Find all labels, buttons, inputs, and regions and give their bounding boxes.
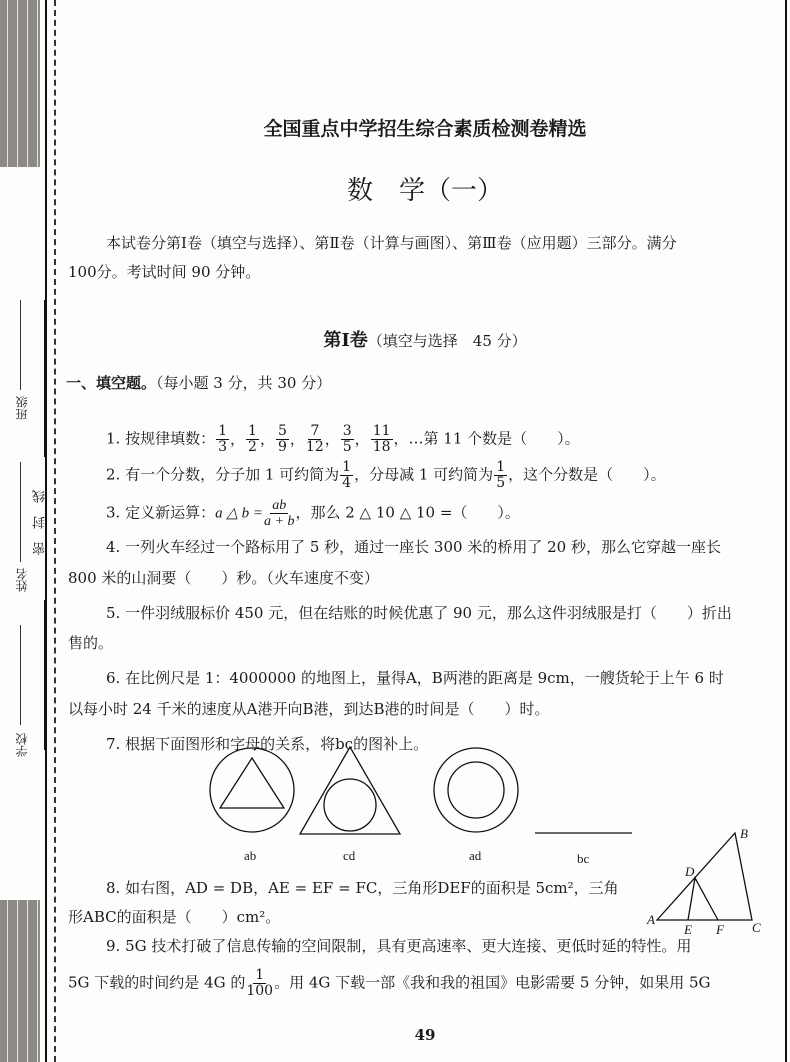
name-label: 姓名 [15, 568, 29, 592]
figure-ad [434, 748, 518, 832]
denominator: 100 [246, 983, 274, 999]
figure-label: cd [343, 848, 356, 863]
q2-text: ，分母减 1 可约简为 [354, 465, 494, 484]
question-9-line-2 [68, 968, 711, 999]
figure-label: ab [244, 848, 257, 863]
question-4-line-1: 4. 一列火车经过一个路标用了 5 秒，通过一座长 300 米的桥用了 20 秒，那么它穿越一座长 [106, 538, 721, 556]
point-d-label: D [685, 864, 695, 879]
q2-text: ，这个分数是（ ）。 [508, 465, 666, 484]
numerator: 1 [255, 967, 265, 983]
denominator: 2 [248, 439, 257, 455]
section-sub: （填空与选择 45 分） [367, 332, 527, 350]
comma: ， [354, 429, 370, 448]
denominator: 5 [342, 439, 352, 455]
figure-ab [210, 748, 294, 832]
question-6-line-1: 6. 在比例尺是 1：4000000 的地图上，量得A，B两港的距离是 9cm，一艘货轮于上午 6 时 [106, 669, 724, 687]
denominator: a + b [264, 514, 295, 529]
exam-title: 全国重点中学招生综合素质检测卷精选 [263, 118, 587, 140]
q1-suffix: ，…第 11 个数是（ ）。 [393, 429, 580, 448]
section-title: 第Ⅰ卷 [323, 330, 368, 351]
q2-text: 2. 有一个分数，分子加 1 可约简为 [106, 465, 340, 484]
question-5-line-2: 售的。 [68, 634, 114, 652]
part-title: 一、填空题。 [66, 374, 157, 392]
point-c-label: C [752, 920, 761, 935]
comma: ， [289, 429, 305, 448]
triangle-abc-diagram [657, 833, 752, 920]
question-8-line-1: 8. 如右图，AD = DB，AE = EF = FC，三角形DEF的面积是 5cm²，三角 [106, 879, 619, 897]
comma: ， [259, 429, 275, 448]
numerator: 1 [342, 459, 352, 475]
figure-label: bc [577, 851, 590, 866]
denominator: 9 [277, 439, 287, 455]
numerator: 11 [372, 423, 391, 439]
class-label: 班级 [15, 396, 29, 420]
question-8-line-2: 形ABC的面积是（ ）cm²。 [68, 908, 281, 926]
numerator: 5 [277, 423, 287, 439]
denominator: 4 [342, 475, 352, 491]
figure-cd [300, 747, 400, 834]
denominator: 18 [372, 439, 391, 455]
fraction [246, 968, 273, 999]
q3-text: 3. 定义新运算： [106, 503, 216, 522]
question-6-line-2: 以每小时 24 千米的速度从A港开向B港，到达B港的时间是（ ）时。 [68, 700, 550, 718]
numerator: 1 [248, 423, 257, 439]
q9-text: 5G 下载的时间约是 4G 的 [68, 973, 246, 992]
intro-line-1: 本试卷分第Ⅰ卷（填空与选择）、第Ⅱ卷（计算与画图）、第Ⅲ卷（应用题）三部分。满分 [106, 234, 677, 252]
intro-line-2: 100分。考试时间 90 分钟。 [68, 263, 261, 281]
denominator: 3 [218, 439, 228, 455]
part-note: （每小题 3 分，共 30 分） [156, 374, 332, 392]
comma: ， [324, 429, 340, 448]
q1-text: 1. 按规律填数： [106, 429, 216, 448]
numerator: 1 [496, 459, 506, 475]
numerator: 3 [342, 423, 352, 439]
denominator: 12 [305, 439, 324, 455]
q3-formula: a △ b = [215, 505, 264, 522]
point-e-label: E [684, 922, 692, 937]
comma: ， [230, 429, 246, 448]
question-9-line-1: 9. 5G 技术打破了信息传输的空间限制，具有更高速率、更大连接、更低时延的特性。用 [106, 937, 692, 955]
numerator: 7 [310, 423, 320, 439]
numerator: ab [272, 498, 287, 513]
page-number: 49 [414, 1026, 436, 1044]
question-7: 7. 根据下面图形和字母的关系，将bc的图补上。 [106, 735, 429, 753]
point-f-label: F [716, 922, 724, 937]
subject-title: 数 学（一） [346, 176, 503, 206]
q3-text: ，那么 2 △ 10 △ 10 =（ ）。 [295, 503, 520, 522]
point-a-label: A [647, 912, 655, 927]
seal-line-label: 密 封 线 [33, 490, 48, 555]
point-b-label: B [740, 826, 748, 841]
q9-text: 。用 4G 下载一部《我和我的祖国》电影需要 5 分钟，如果用 5G [274, 973, 711, 992]
numerator: 1 [218, 423, 228, 439]
denominator: 5 [496, 475, 506, 491]
question-5-line-1: 5. 一件羽绒服标价 450 元，但在结账的时候优惠了 90 元，那么这件羽绒服是打（ ）折出 [106, 604, 732, 622]
question-4-line-2: 800 米的山洞要（ ）秒。（火车速度不变） [68, 569, 379, 587]
figure-label: ad [469, 848, 482, 863]
school-label: 学校 [15, 733, 29, 757]
